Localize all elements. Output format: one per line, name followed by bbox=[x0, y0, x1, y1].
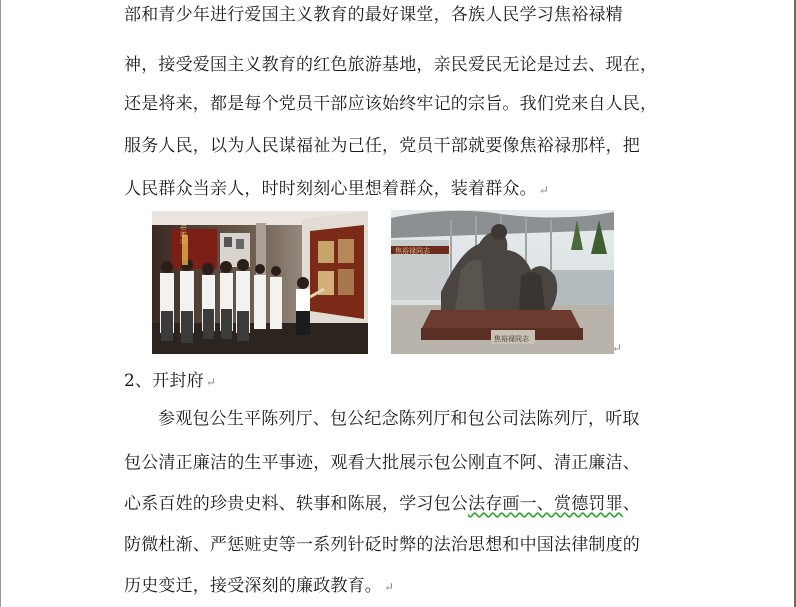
paragraph-line: 神，接受爱国主义教育的红色旅游基地，亲民爱民无论是过去、现在， bbox=[124, 55, 658, 75]
paragraph-line: 参观包公生平陈列厅、包公纪念陈列厅和包公司法陈列厅，听取 bbox=[158, 409, 640, 429]
paragraph-mark: ↵ bbox=[612, 341, 623, 355]
paragraph-line: 历史变迁，接受深刻的廉政教育。 ↵ bbox=[124, 576, 395, 596]
exhibition-hall-photo bbox=[152, 211, 368, 354]
grammar-flag: 法存画一、赏德罚罪 bbox=[468, 494, 623, 514]
paragraph-line: 人民群众当亲人，时时刻刻心里想着群众，装着群众。 ↵ bbox=[124, 179, 550, 199]
statue-plaque-text: 焦裕禄同志 bbox=[494, 335, 529, 343]
paragraph-mark: ↵ bbox=[384, 580, 395, 594]
paragraph-line: 部和青少年进行爱国主义教育的最好课堂，各族人民学习焦裕禄精 bbox=[124, 5, 623, 25]
paragraph-line: 包公清正廉洁的生平事迹，观看大批展示包公刚直不阿、清正廉洁、 bbox=[124, 453, 640, 473]
paragraph-line: 还是将来，都是每个党员干部应该始终牢记的宗旨。我们党来自人民， bbox=[124, 94, 658, 114]
paragraph-line: 防微杜渐、严惩赃吏等一系列针砭时弊的法治思想和中国法律制度的 bbox=[124, 535, 640, 555]
paragraph-line: 服务人民，以为人民谋福祉为己任，党员干部就要像焦裕禄那样，把 bbox=[124, 136, 640, 156]
exhibit-sign: 兰州市 bbox=[180, 224, 188, 245]
paragraph-line: 心系百姓的珍贵史料、轶事和陈展，学习包公法存画一、赏德罚罪、 bbox=[124, 494, 641, 514]
paragraph-mark: ↵ bbox=[205, 375, 217, 389]
statue-photo bbox=[391, 210, 614, 354]
section-heading: 2、开封府 ↵ bbox=[124, 371, 217, 391]
building-sign: 焦裕禄同志 bbox=[395, 247, 430, 255]
paragraph-mark: ↵ bbox=[538, 183, 550, 197]
